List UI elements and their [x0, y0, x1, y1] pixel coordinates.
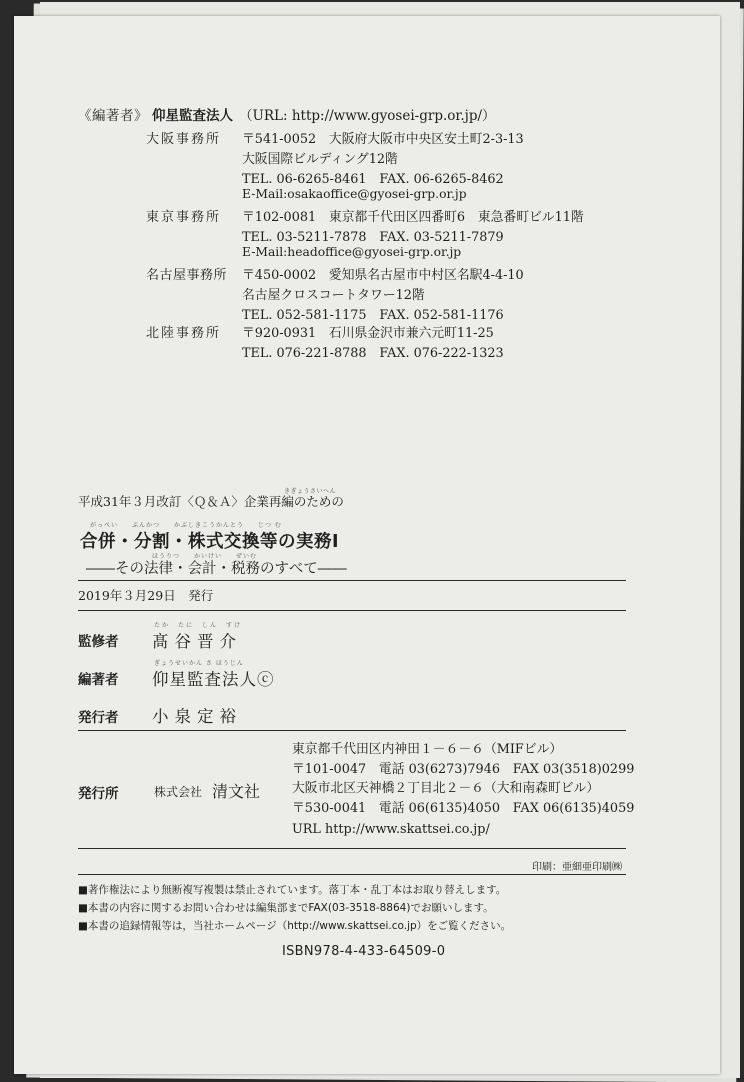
supervisor-ruby: たか たに しん すけ [154, 622, 243, 629]
office-email: E-Mail:osakaoffice@gyosei-grp.or.jp [242, 187, 467, 201]
rule-bottom [78, 848, 626, 849]
office-line: 名古屋クロスコートタワー12階 [242, 288, 425, 303]
office-line: 〒541-0052 大阪府大阪市中央区安土町2-3-13 [242, 132, 524, 147]
rule-date [78, 610, 626, 611]
office-label-hokuriku: 北陸事務所 [146, 326, 222, 341]
office-line: 〒450-0002 愛知県名古屋市中村区名駅4-4-10 [242, 268, 524, 283]
office-label-tokyo: 東京事務所 [146, 210, 222, 225]
office-label-osaka: 大阪事務所 [146, 132, 222, 147]
supervisor-name: 髙谷晋介 [152, 632, 242, 651]
house-address: 東京都千代田区内神田１－６－６（MIFビル） [292, 742, 563, 757]
editor-label: 編著者 [78, 672, 119, 688]
notice-line: ■著作権法により無断複写複製は禁止されています。落丁本・乱丁本はお取り替えします。 [78, 884, 507, 896]
office-line: 〒102-0081 東京都千代田区四番町6 東急番町ビル11階 [242, 210, 584, 225]
notice-line: ■本書の内容に関するお問い合わせは編集部までFAX(03-3518-8864)でお願いします。 [78, 902, 494, 914]
rule-publisher [78, 730, 626, 731]
publisher-name: 小泉定裕 [152, 707, 242, 726]
office-email: E-Mail:headoffice@gyosei-grp.or.jp [242, 245, 462, 259]
editor-ruby: ぎょうせいかん さ ほうじん [154, 660, 244, 667]
book-subtitle: ――その法律・会計・税務のすべて―― [86, 561, 347, 577]
house-corp: 株式会社 [154, 785, 203, 799]
publisher-label: 発行者 [78, 710, 119, 726]
house-url: URL http://www.skattsei.co.jp/ [292, 822, 490, 837]
subtitle-ruby: ほうりつ かいけい ぜいむ [152, 553, 258, 560]
office-line: TEL. 052-581-1175 FAX. 052-581-1176 [242, 308, 504, 323]
office-line: TEL. 03-5211-7878 FAX. 03-5211-7879 [242, 230, 504, 245]
printer: 印刷：亜細亜印刷㈱ [532, 862, 622, 873]
editor-header-name: 仰星監査法人 [152, 108, 233, 124]
house-tel: 〒101-0047 電話 03(6273)7946 FAX 03(3518)0299 [292, 762, 635, 777]
editor-header [78, 104, 496, 124]
rule-top [78, 580, 626, 581]
office-label-nagoya: 名古屋事務所 [146, 268, 228, 283]
house-tel: 〒530-0041 電話 06(6135)4050 FAX 06(6135)4059 [292, 801, 635, 816]
publish-date: 2019年３月29日 発行 [78, 588, 214, 603]
office-line: TEL. 076-221-8788 FAX. 076-222-1323 [242, 346, 504, 361]
office-line: 大阪国際ビルディング12階 [242, 152, 398, 167]
colophon-page [14, 16, 720, 1074]
isbn: ISBN978-4-433-64509-0 [282, 944, 446, 959]
editor-header-label: 《編著者》 [78, 108, 148, 124]
pre-title-ruby: きぎょうさいへん [284, 488, 337, 495]
pre-title: 平成31年３月改訂〈Ｑ＆Ａ〉企業再編のための [78, 494, 344, 509]
title-ruby: がっぺい ぶんかつ かぶしきこうかんとう じつ む [90, 522, 282, 529]
house-address: 大阪市北区天神橋２丁目北２－６（大和南森町ビル） [292, 781, 600, 796]
book-title: 合併・分割・株式交換等の実務Ⅰ [80, 532, 340, 552]
office-line: TEL. 06-6265-8461 FAX. 06-6265-8462 [242, 172, 504, 187]
office-line: 〒920-0931 石川県金沢市兼六元町11-25 [242, 326, 494, 341]
rule-printer [78, 874, 626, 875]
editor-name: 仰星監査法人ⓒ [152, 670, 275, 689]
notice-line: ■本書の追録情報等は，当社ホームページ（http://www.skattsei.co.jp）をご覧ください。 [78, 920, 512, 932]
editor-header-url: （URL: http://www.gyosei-grp.or.jp/） [239, 108, 496, 124]
house-name: 清文社 [212, 782, 261, 801]
supervisor-label: 監修者 [78, 634, 119, 650]
house-label: 発行所 [78, 786, 119, 802]
